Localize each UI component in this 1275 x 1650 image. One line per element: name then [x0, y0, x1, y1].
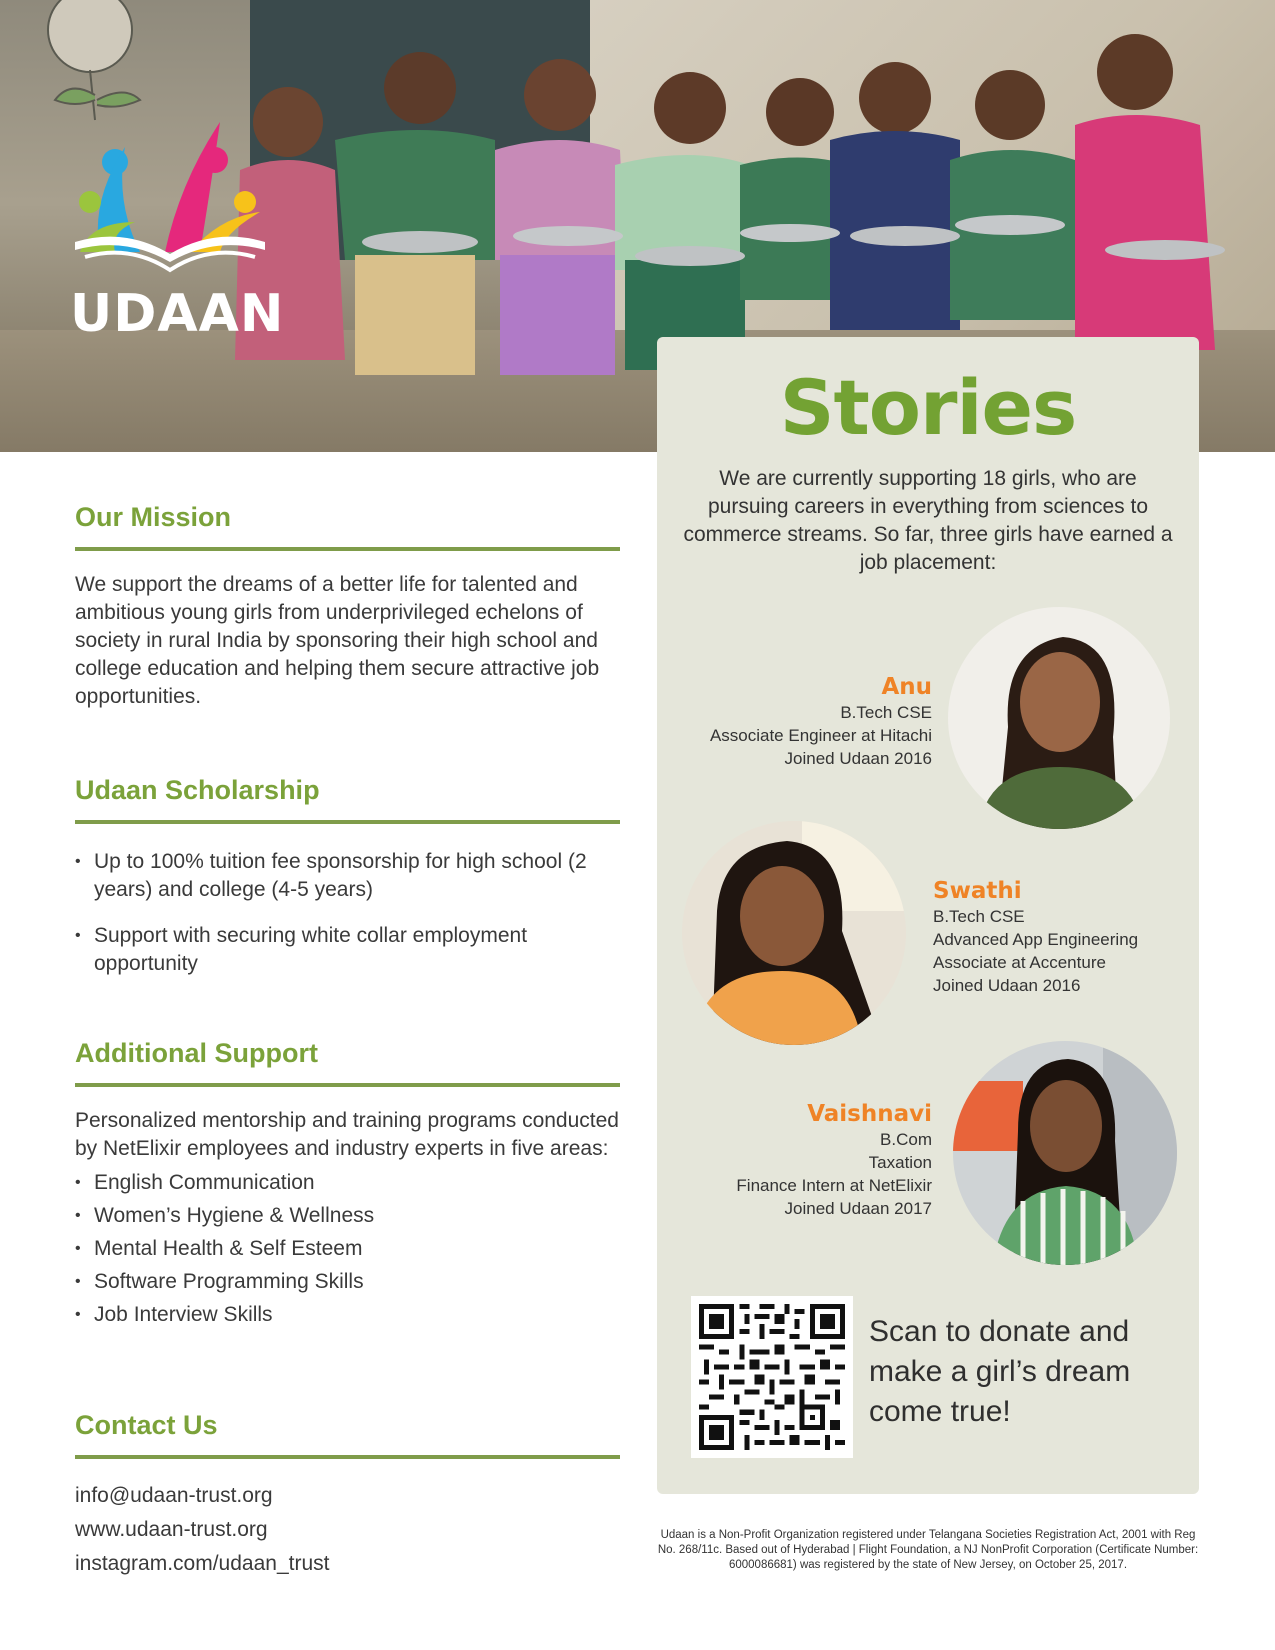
story-detail: B.Com [880, 1130, 932, 1149]
story-detail: Joined Udaan 2016 [784, 749, 932, 768]
support-title: Additional Support [75, 1038, 318, 1068]
story-swathi [933, 877, 1183, 997]
story-detail: Joined Udaan 2016 [933, 976, 1081, 995]
story-detail: B.Tech CSE [933, 907, 1025, 926]
contact-website[interactable]: www.udaan-trust.org [75, 1518, 268, 1541]
contact-title: Contact Us [75, 1410, 218, 1440]
story-detail: Advanced App Engineering [933, 930, 1139, 949]
story-detail: Finance Intern at NetElixir [736, 1176, 932, 1195]
support-item: • Mental Health & Self Esteem [75, 1235, 620, 1263]
stories-intro: We are currently supporting 18 girls, who are pursuing careers in everything from sciences to commerce streams. So far, three girls have earned a job placement: [683, 467, 1173, 574]
story-name: Swathi [933, 878, 1022, 904]
donate-qr-code[interactable] [691, 1296, 853, 1458]
swathi-photo [682, 821, 906, 1045]
contact-divider [75, 1455, 620, 1459]
stories-title: Stories [779, 363, 1077, 452]
contact-email[interactable]: info@udaan-trust.org [75, 1484, 273, 1507]
logo-wordmark: UDAAN [70, 284, 285, 344]
scholarship-item: • Support with securing white collar employment opportunity [75, 922, 620, 978]
vaishnavi-photo [953, 1041, 1177, 1265]
support-divider [75, 1083, 620, 1087]
story-name: Anu [881, 674, 932, 700]
qr-caption: Scan to donate and make a girl’s dream come true! [869, 1315, 1131, 1428]
scholarship-section [75, 775, 620, 996]
mission-title: Our Mission [75, 502, 232, 532]
mission-divider [75, 547, 620, 551]
udaan-logo [70, 112, 285, 344]
story-name: Vaishnavi [807, 1101, 932, 1127]
legal-footnote: Udaan is a Non-Profit Organization registered under Telangana Societies Registration Act, 2001 with Reg No. 268/11c. Based out of Hyderabad | Flight Foundation, a NJ NonProfit Corporation (Certificate Number: 6000086681) was registered by the state of New Jersey, on October 25, 2017. [657, 1529, 1199, 1571]
story-detail: Joined Udaan 2017 [784, 1199, 932, 1218]
support-item: • Job Interview Skills [75, 1301, 620, 1329]
story-detail: Taxation [868, 1153, 932, 1172]
support-item: • English Communication [75, 1169, 620, 1197]
anu-photo [948, 607, 1170, 829]
scholarship-title: Udaan Scholarship [75, 775, 320, 805]
mission-section [75, 502, 620, 711]
support-item: • Women’s Hygiene & Wellness [75, 1202, 620, 1230]
scholarship-list [75, 848, 620, 978]
story-detail: Associate Engineer at Hitachi [709, 726, 932, 745]
support-intro: Personalized mentorship and training programs conducted by NetElixir employees and industry experts in five areas: [75, 1109, 619, 1160]
story-vaishnavi [677, 1100, 932, 1220]
support-section [75, 1038, 620, 1334]
scholarship-item: • Up to 100% tuition fee sponsorship for high school (2 years) and college (4-5 years) [75, 848, 620, 904]
story-anu [677, 673, 932, 770]
story-detail: Associate at Accenture [933, 953, 1106, 972]
contact-section [75, 1410, 620, 1581]
stories-panel [657, 337, 1199, 1494]
contact-instagram[interactable]: instagram.com/udaan_trust [75, 1552, 330, 1575]
udaan-logo-icon [70, 112, 270, 287]
qr-code-icon [699, 1304, 845, 1450]
scholarship-divider [75, 820, 620, 824]
support-item: • Software Programming Skills [75, 1268, 620, 1296]
story-detail: B.Tech CSE [840, 703, 932, 722]
mission-body: We support the dreams of a better life for talented and ambitious young girls from underprivileged echelons of society in rural India by sponsoring their high school and college education and helping them secure attractive job opportunities. [75, 573, 600, 708]
support-list [75, 1169, 620, 1329]
